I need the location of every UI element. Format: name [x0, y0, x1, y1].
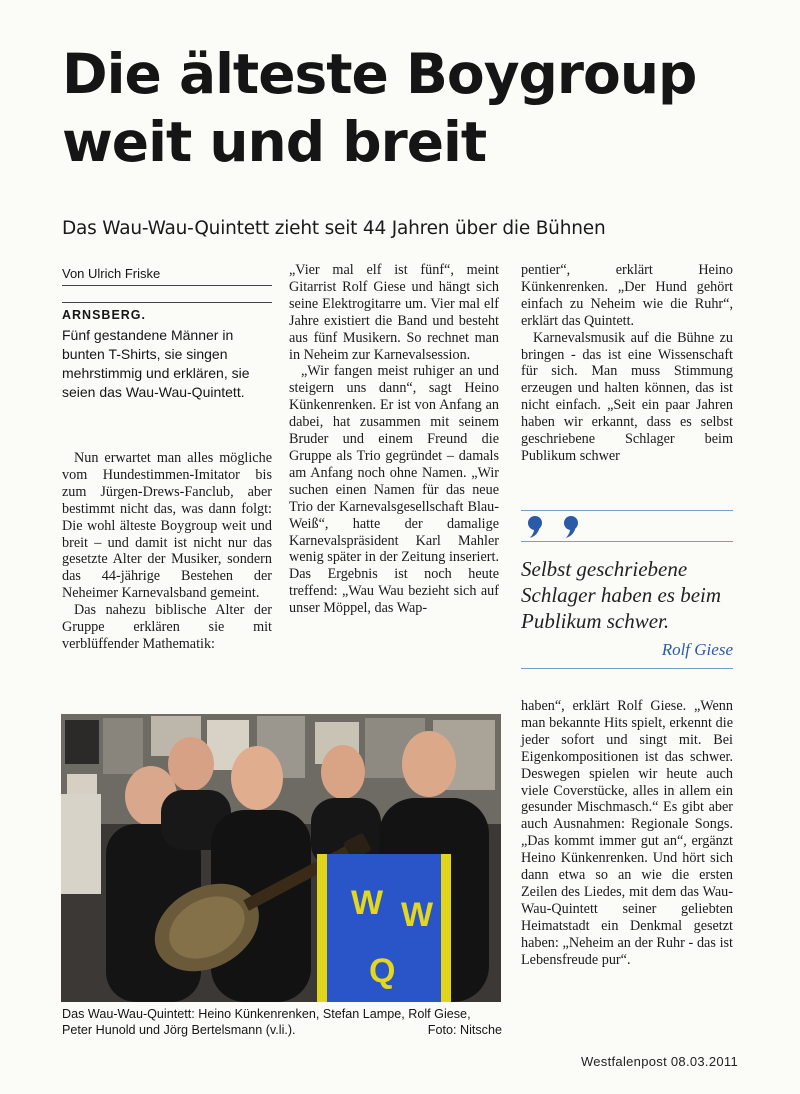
pull-quote	[521, 510, 733, 669]
photo-credit: Foto: Nitsche	[427, 1023, 502, 1037]
article-subheadline: Das Wau-Wau-Quintett zieht seit 44 Jahren über die Bühnen	[62, 218, 606, 239]
quote-marks-icon	[521, 510, 733, 542]
lead-paragraph	[62, 302, 272, 402]
paragraph: Nun erwartet man alles mögliche vom Hundestimmen-Imitator bis zum Jürgen-Drews-Fanclub, aber bestimmt nicht das, was dann folgt: Die wohl älteste Boygroup weit und breit – und damit ist nicht nur das gesetzte Alter der Musiker, sondern das 44-jährige Bestehen der Neheimer Karnevalsband gemeint.	[62, 450, 272, 602]
article-headline	[62, 40, 762, 176]
pull-quote-text: Selbst geschriebene Schlager haben es beim Publikum schwer.	[521, 557, 722, 633]
lead-text: Fünf gestandene Männer in bunten T-Shirts, sie singen mehrstimmig und erklären, sie seien das Wau-Wau-Quintett.	[62, 327, 250, 400]
column-2	[289, 262, 499, 617]
photo-caption	[62, 1006, 502, 1038]
publication-source: Westfalenpost 08.03.2011	[580, 1054, 738, 1069]
paragraph: Das nahezu biblische Alter der Gruppe erklären sie mit verblüffender Mathematik:	[62, 602, 272, 652]
band-photo	[61, 714, 501, 1002]
caption-text: Das Wau-Wau-Quintett: Heino Künkenrenken, Stefan Lampe, Rolf Giese, Peter Hunold und Jörg Bertelsmann (v.li.).	[62, 1007, 471, 1037]
paragraph: pentier“, erklärt Heino Künkenrenken. „Der Hund gehört einfach zu Neheim wie die Ruhr“, erklärt das Quintett.	[521, 262, 733, 329]
byline: Von Ulrich Friske	[62, 266, 272, 286]
paragraph: haben“, erklärt Rolf Giese. „Wenn man bekannte Hits spielt, erkennt die jeder sofort und singt mit. Bei Eigenkompositionen ist das schwer. Deswegen spielen wir heute auch viele Coverstücke, alles in allem ein gesunder Mischmasch.“ Es gibt aber auch Ausnahmen: Regionale Songs. „Das kommt immer gut an“, ergänzt Heino Künkenrenken. Und hört sich dann etwa so an wie die ersten Zeilen des Liedes, mit dem das Wau-Wau-Quintett seiner geliebten Heimatstadt ein Denkmal gesetzt haben: „Neheim an der Ruhr - das ist Lebensfreude pur“.	[521, 698, 733, 968]
flag-letter: W	[401, 896, 434, 934]
column-3-continued	[521, 698, 733, 969]
headline-line-2: weit und breit	[62, 110, 487, 174]
pull-quote-author: Rolf Giese	[521, 640, 733, 669]
flag-letter: W	[351, 884, 384, 922]
column-3	[521, 262, 733, 465]
paragraph: Karnevalsmusik auf die Bühne zu bringen - das ist eine Wissenschaft für sich. Man muss Stimmung erzeugen und halten können, das ist nicht einfach. „Seit ein paar Jahren haben wir erkannt, dass es selbst geschriebene Schlager beim Publikum schwer	[521, 329, 733, 464]
dateline: ARNSBERG.	[62, 302, 272, 325]
flag-letter: Q	[369, 952, 396, 990]
paragraph: „Vier mal elf ist fünf“, meint Gitarrist Rolf Giese und hängt sich seine Elektrogitarre um. Vier mal elf Jahre existiert die Band und besteht aus fünf Musikern. So rechnet man in Neheim zur Karnevalsession.	[289, 262, 499, 363]
paragraph: „Wir fangen meist ruhiger an und steigern uns dann“, sagt Heino Künkenrenken. Er ist von Anfang an dabei, hat zusammen mit seinem Bruder und einem Freund die Gruppe als Trio gegründet – damals am Anfang noch ohne Namen. „Wir suchen einen Namen für das neue Trio der Karnevalsgesellschaft Blau-Weiß“, hatte der damalige Karnevalspräsident Karl Mahler wenig später in der Zeitung inseriert. Das Ergebnis ist noch heute treffend: „Wau Wau bezieht sich auf unser Möppel, das Wap-	[289, 363, 499, 617]
headline-line-1: Die älteste Boygroup	[62, 42, 697, 106]
column-1	[62, 450, 272, 653]
